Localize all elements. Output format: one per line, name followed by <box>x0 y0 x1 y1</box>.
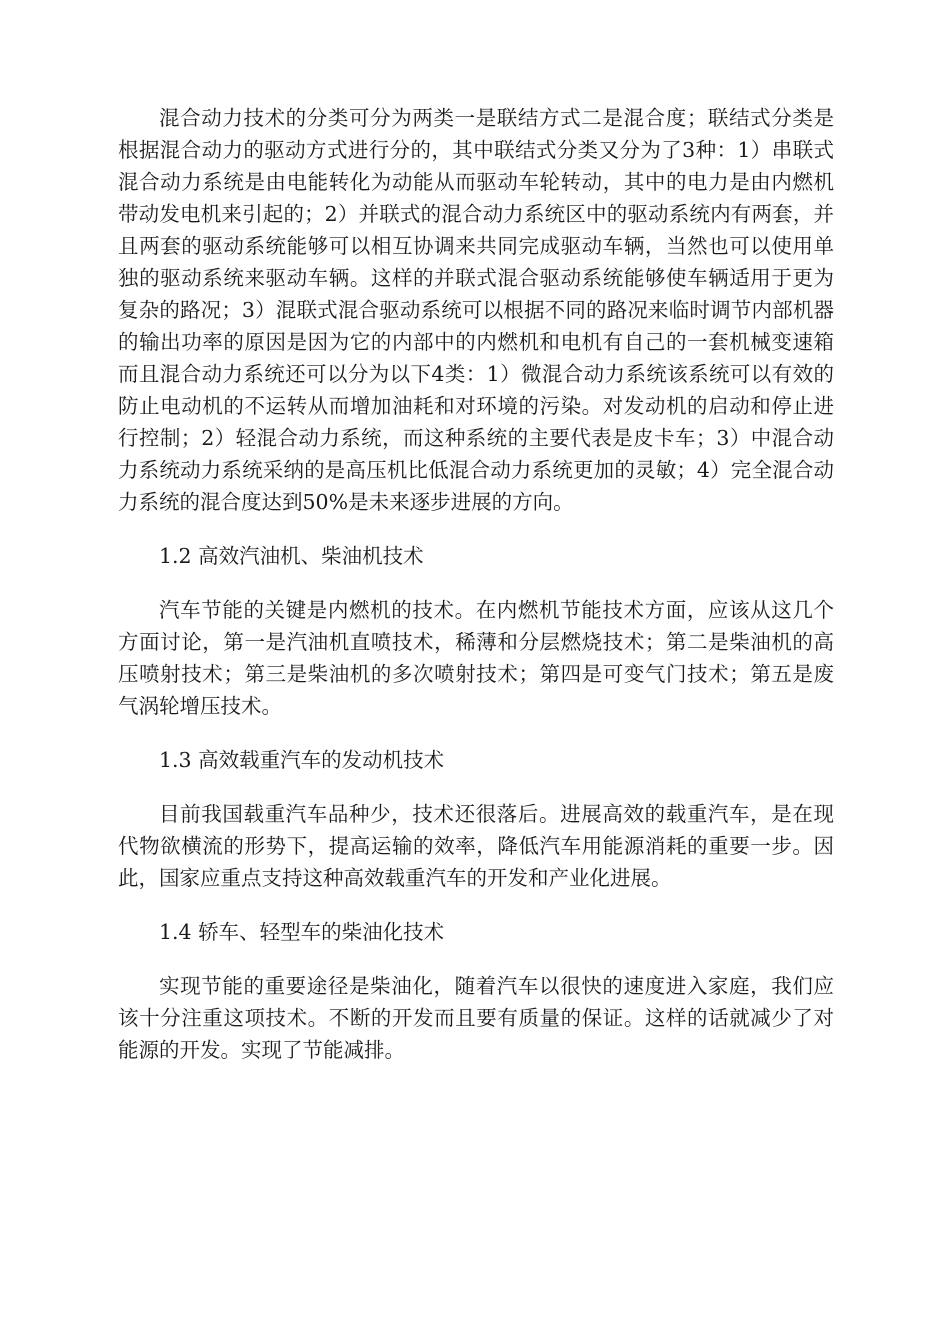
document-page <box>118 102 834 1088</box>
hybrid-classification-paragraph: 混合动力技术的分类可分为两类一是联结方式二是混合度；联结式分类是根据混合动力的驱动方式进行分的，其中联结式分类又分为了3种：1）串联式混合动力系统是由电能转化为动能从而驱动车轮转动，其中的电力是由内燃机带动发电机来引起的；2）并联式的混合动力系统区中的驱动系统内有两套，并且两套的驱动系统能够可以相互协调来共同完成驱动车辆，当然也可以使用单独的驱动系统来驱动车辆。这样的并联式混合驱动系统能够使车辆适用于更为复杂的路况；3）混联式混合驱动系统可以根据不同的路况来临时调节内部机器的输出功率的原因是因为它的内部中的内燃机和电机有自己的一套机械变速箱而且混合动力系统还可以分为以下4类：1）微混合动力系统该系统可以有效的防止电动机的不运转从而增加油耗和对环境的污染。对发动机的启动和停止进行控制；2）轻混合动力系统，而这种系统的主要代表是皮卡车；3）中混合动力系统动力系统采纳的是高压机比低混合动力系统更加的灵敏；4）完全混合动力系统的混合度达到50%是未来逐步进展的方向。 <box>118 106 834 514</box>
section-heading-1-4: 1.4 轿车、轻型车的柴油化技术 <box>159 920 445 944</box>
engine-tech-paragraph: 汽车节能的关键是内燃机的技术。在内燃机节能技术方面，应该从这几个方面讨论，第一是汽油机直喷技术，稀薄和分层燃烧技术；第二是柴油机的高压喷射技术；第三是柴油机的多次喷射技术；第四是可变气门技术；第五是废气涡轮增压技术。 <box>118 598 834 718</box>
diesel-car-paragraph: 实现节能的重要途径是柴油化，随着汽车以很快的速度进入家庭，我们应该十分注重这项技术。不断的开发而且要有质量的保证。这样的话就减少了对能源的开发。实现了节能减排。 <box>118 974 834 1062</box>
truck-engine-paragraph: 目前我国载重汽车品种少，技术还很落后。进展高效的载重汽车，是在现代物欲横流的形势下，提高运输的效率，降低汽车用能源消耗的重要一步。因此，国家应重点支持这种高效载重汽车的开发和产业化进展。 <box>118 802 834 890</box>
section-heading-1-2: 1.2 高效汽油机、柴油机技术 <box>159 544 424 568</box>
section-heading-1-3: 1.3 高效载重汽车的发动机技术 <box>159 748 445 772</box>
